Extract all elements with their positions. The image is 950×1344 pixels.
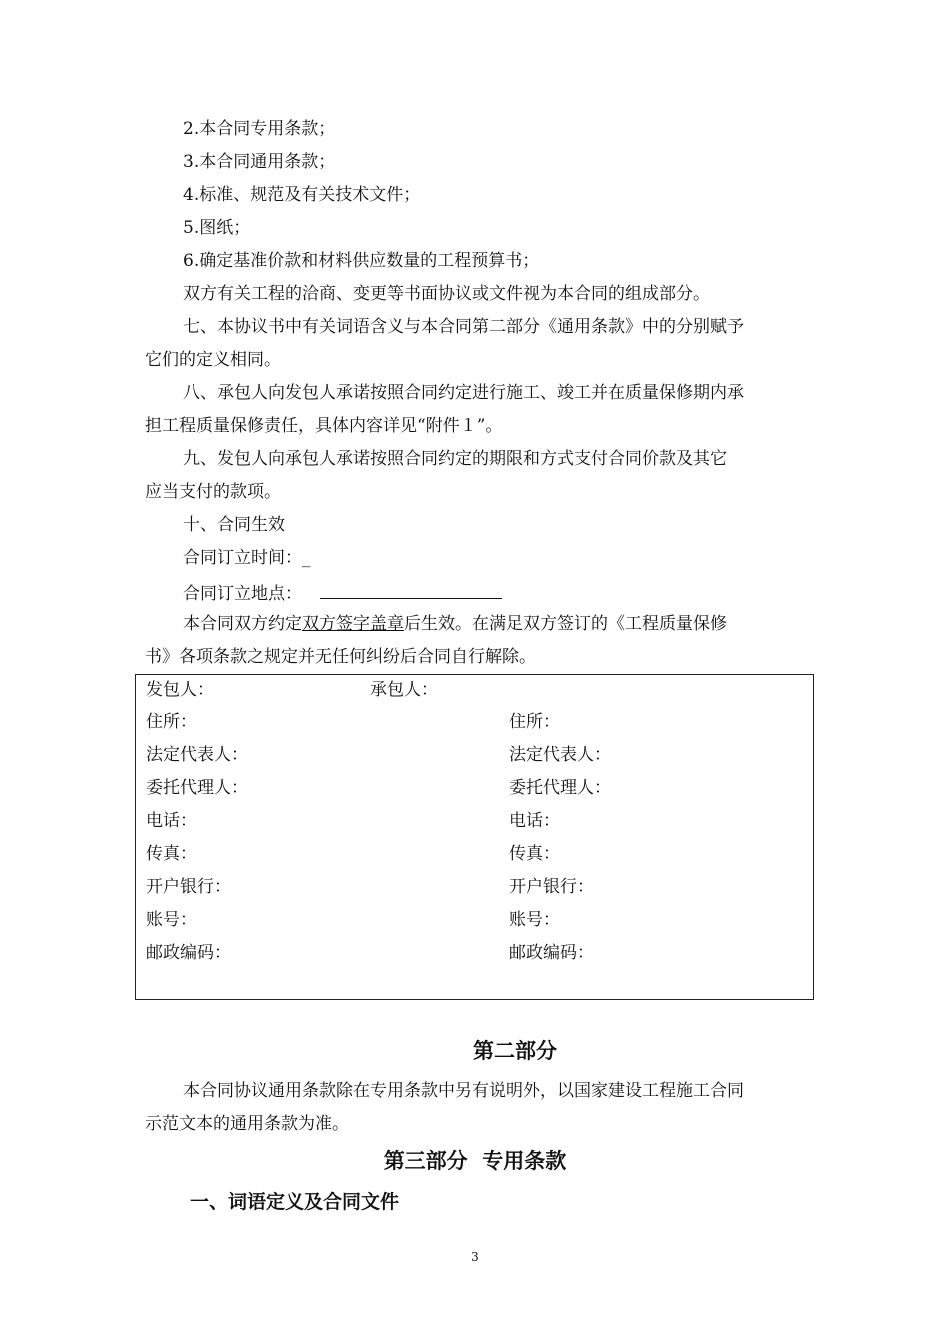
- sign-time-row: [183, 547, 311, 569]
- list-item-5: 5.图纸；: [183, 218, 251, 238]
- list-item-3: 3.本合同通用条款；: [183, 152, 336, 172]
- employer-agent: 委托代理人：: [146, 778, 248, 798]
- contractor-legal-rep: 法定代表人：: [509, 745, 611, 765]
- contractor-address: 住所：: [509, 712, 560, 732]
- employer-legal-rep: 法定代表人：: [146, 745, 248, 765]
- employer-bank: 开户银行：: [146, 877, 231, 897]
- contractor-label: 承包人：: [370, 680, 438, 700]
- sign-place-blank: [320, 580, 502, 599]
- effect-text-b: 后生效。在满足双方签订的《工程质量保修: [404, 614, 727, 634]
- clause-seven-line1: 七、本协议书中有关词语含义与本合同第二部分《通用条款》中的分别赋予: [183, 317, 744, 337]
- effect-line1: [183, 613, 727, 635]
- contractor-postcode: 邮政编码：: [509, 943, 594, 963]
- employer-phone: 电话：: [146, 811, 197, 831]
- section-1-heading: 一、词语定义及合同文件: [190, 1191, 400, 1213]
- clause-eight-line2: 担工程质量保修责任，具体内容详见“附件１”。: [145, 416, 503, 436]
- employer-label: 发包人：: [146, 680, 214, 700]
- contractor-fax: 传真：: [509, 844, 560, 864]
- page-number: 3: [471, 1250, 479, 1264]
- employer-fax: 传真：: [146, 844, 197, 864]
- effect-line2: 书》各项条款之规定并无任何纠纷后合同自行解除。: [145, 647, 536, 667]
- part2-line2: 示范文本的通用条款为准。: [145, 1114, 349, 1134]
- employer-postcode: 邮政编码：: [146, 943, 231, 963]
- contractor-account: 账号：: [509, 910, 560, 930]
- employer-address: 住所：: [146, 712, 197, 732]
- clause-eight-line1: 八、承包人向发包人承诺按照合同约定进行施工、竣工并在质量保修期内承: [183, 383, 744, 403]
- sign-time-value: _: [302, 548, 311, 568]
- sign-time-label: 合同订立时间：: [183, 548, 302, 568]
- effect-underlined-text: 双方签字盖章: [302, 614, 404, 634]
- clause-ten-heading: 十、合同生效: [183, 515, 285, 535]
- contractor-agent: 委托代理人：: [509, 778, 611, 798]
- clause-nine-line2: 应当支付的款项。: [145, 482, 281, 502]
- clause-seven-line2: 它们的定义相同。: [145, 350, 281, 370]
- list-item-2: 2.本合同专用条款；: [183, 119, 336, 139]
- sign-place-row: [183, 580, 502, 605]
- contractor-bank: 开户银行：: [509, 877, 594, 897]
- employer-account: 账号：: [146, 910, 197, 930]
- list-item-4: 4.标准、规范及有关技术文件；: [183, 185, 421, 205]
- effect-text-a: 本合同双方约定: [183, 614, 302, 634]
- party-info-table: [135, 674, 814, 1000]
- contractor-phone: 电话：: [509, 811, 560, 831]
- part2-title: 第二部分: [473, 1038, 557, 1063]
- list-item-6: 6.确定基准价款和材料供应数量的工程预算书；: [183, 251, 540, 271]
- part2-line1: 本合同协议通用条款除在专用条款中另有说明外，以国家建设工程施工合同: [183, 1081, 744, 1101]
- negotiation-paragraph: 双方有关工程的洽商、变更等书面协议或文件视为本合同的组成部分。: [183, 284, 710, 304]
- part3-title: 第三部分 专用条款: [383, 1148, 567, 1173]
- sign-place-label: 合同订立地点：: [183, 584, 302, 604]
- clause-nine-line1: 九、发包人向承包人承诺按照合同约定的期限和方式支付合同价款及其它: [183, 449, 727, 469]
